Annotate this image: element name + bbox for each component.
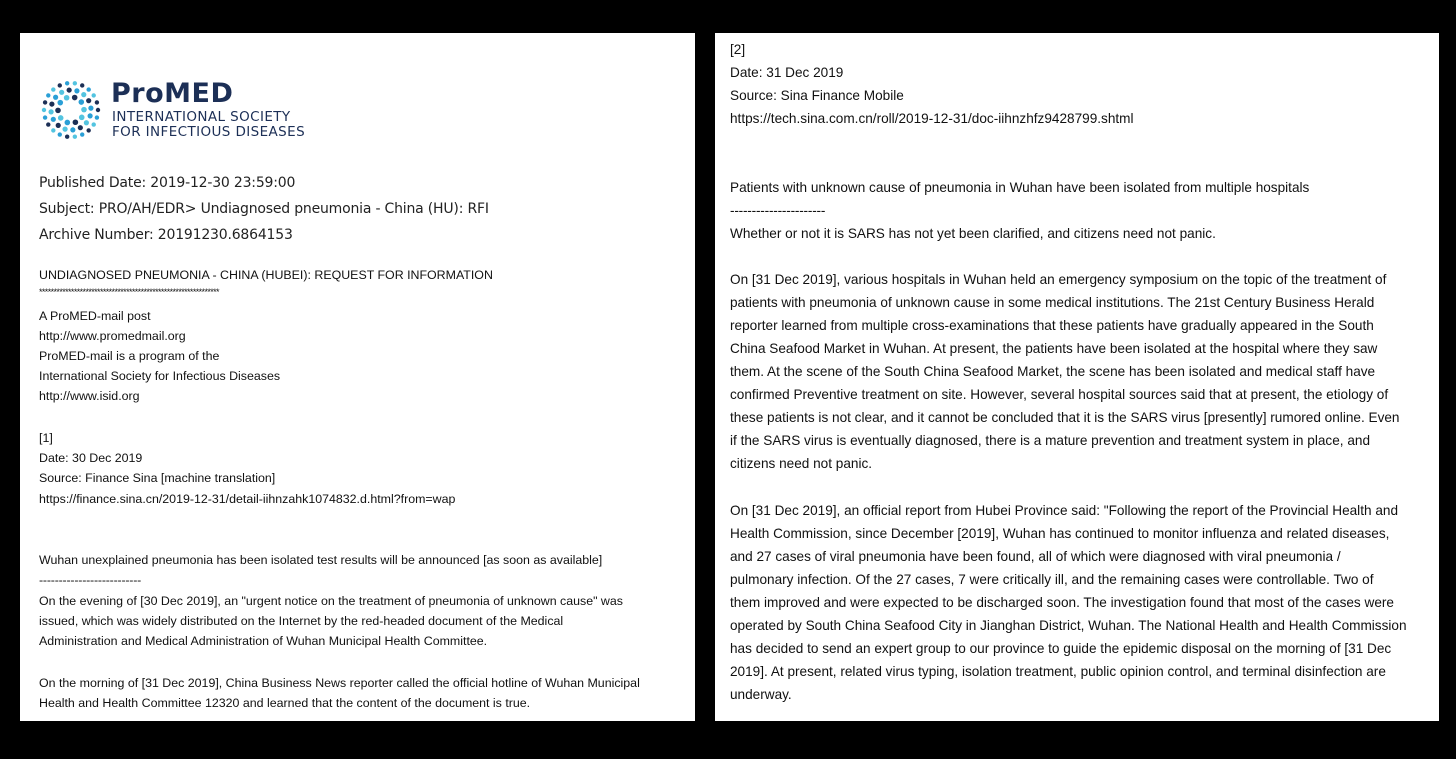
logo-dot bbox=[88, 113, 93, 118]
logo-dot bbox=[79, 99, 85, 105]
logo-dot bbox=[62, 127, 67, 132]
paragraph-line: if the SARS virus is eventually diagnosed, there is a mature prevention and treatment system in place, and bbox=[730, 433, 1371, 448]
logo-dot bbox=[81, 92, 86, 97]
logo-dot bbox=[73, 135, 77, 139]
archive-number: Archive Number: 20191230.6864153 bbox=[39, 227, 293, 243]
article-title: Wuhan unexplained pneumonia has been isolated test results will be announced [as soon as available] bbox=[39, 553, 603, 567]
logo-subtitle-line1: INTERNATIONAL SOCIETY bbox=[112, 109, 291, 125]
logo-dot bbox=[95, 115, 99, 119]
item-number: [1] bbox=[39, 431, 53, 445]
logo-name: ProMED bbox=[111, 78, 234, 109]
item-date: Date: 30 Dec 2019 bbox=[39, 451, 143, 465]
paragraph-line: Administration and Medical Administration of Wuhan Municipal Health Committee. bbox=[39, 634, 488, 648]
logo-dot bbox=[84, 120, 89, 125]
promed-logo bbox=[40, 79, 330, 141]
logo-dot bbox=[67, 87, 72, 92]
logo-dot bbox=[58, 115, 64, 121]
paragraph-line: patients with pneumonia of unknown cause in some medical institutions. The 21st Century Business Herald bbox=[730, 295, 1375, 310]
logo-dot bbox=[88, 106, 93, 111]
logo-dot bbox=[72, 95, 78, 101]
logo-dot bbox=[96, 108, 100, 112]
paragraph-line: On [31 Dec 2019], an official report from Hubei Province said: "Following the report of the Provincial Health and bbox=[730, 503, 1398, 518]
paragraph-line: these patients is not clear, and it cannot be concluded that it is the SARS virus [presently] rumored online. Even bbox=[730, 410, 1400, 425]
paragraph-line: them. At the scene of the South China Seafood Market, the scene has been isolated and medical staff have bbox=[730, 364, 1376, 379]
paragraph-line: confirmed Preventive treatment on site. However, several hospital sources said that at present, the etiology of bbox=[730, 387, 1389, 402]
logo-dot bbox=[42, 108, 46, 112]
paragraph-line: On the evening of [30 Dec 2019], an "urgent notice on the treatment of pneumonia of unknown cause" was bbox=[39, 594, 623, 608]
logo-dot bbox=[57, 100, 63, 106]
source-url-link[interactable]: https://tech.sina.com.cn/roll/2019-12-31/doc-iihnzhfz9428799.shtml bbox=[730, 111, 1134, 126]
logo-dot bbox=[73, 81, 77, 85]
dash-divider: -------------------------- bbox=[39, 573, 142, 587]
paragraph-line: On [31 Dec 2019], various hospitals in Wuhan held an emergency symposium on the topic of the treatment of bbox=[730, 272, 1387, 287]
logo-dot bbox=[49, 101, 54, 106]
star-divider: ************************************************************** bbox=[39, 287, 219, 297]
logo-dot bbox=[70, 127, 75, 132]
paragraph-line: 2019]. At present, related virus typing, isolation treatment, public opinion control, and terminal disinfection are bbox=[730, 664, 1386, 679]
logo-dot bbox=[43, 115, 47, 119]
logo-dot bbox=[78, 125, 83, 130]
logo-dot bbox=[86, 87, 90, 91]
logo-subtitle-line2: FOR INFECTIOUS DISEASES bbox=[112, 124, 306, 140]
logo-dot bbox=[65, 120, 71, 126]
logo-dot bbox=[48, 109, 53, 114]
paragraph-line: On the morning of [31 Dec 2019], China Business News reporter called the official hotline of Wuhan Municipal bbox=[39, 676, 640, 690]
logo-dot bbox=[92, 93, 96, 97]
logo-dot bbox=[58, 132, 62, 136]
paragraph-line: pulmonary infection. Of the 27 cases, 7 were critically ill, and the remaining cases were controllable. Two of bbox=[730, 572, 1374, 587]
source-url-link[interactable]: https://finance.sina.cn/2019-12-31/detail-iihnzahk1074832.d.html?from=wap bbox=[39, 492, 456, 506]
logo-dot bbox=[95, 100, 99, 104]
logo-dot bbox=[64, 95, 70, 101]
logo-dot bbox=[51, 117, 56, 122]
logo-dot bbox=[46, 122, 50, 126]
post-line: ProMED-mail is a program of the bbox=[39, 349, 220, 363]
report-headline: UNDIAGNOSED PNEUMONIA - CHINA (HUBEI): REQUEST FOR INFORMATION bbox=[39, 268, 493, 282]
logo-dot bbox=[55, 108, 61, 114]
logo-dot bbox=[79, 115, 85, 121]
logo-dot bbox=[59, 90, 64, 95]
logo-dot bbox=[56, 123, 61, 128]
logo-dot bbox=[65, 81, 69, 85]
paragraph-line: reporter learned from multiple cross-examinations that these patients have gradually appeared in the South bbox=[730, 318, 1374, 333]
paragraph-line: China Seafood Market in Wuhan. At present, the patients have been isolated at the hospital where they saw bbox=[730, 341, 1378, 356]
logo-dot bbox=[65, 135, 69, 139]
article-summary: Whether or not it is SARS has not yet been clarified, and citizens need not panic. bbox=[730, 226, 1216, 241]
subject-line: Subject: PRO/AH/EDR> Undiagnosed pneumonia - China (HU): RFI bbox=[39, 201, 489, 217]
paragraph-line: issued, which was widely distributed on the Internet by the red-headed document of the Medical bbox=[39, 614, 564, 628]
document-page-right bbox=[715, 33, 1439, 721]
logo-dot bbox=[74, 88, 79, 93]
logo-dot bbox=[92, 122, 96, 126]
document-page-left bbox=[20, 33, 695, 721]
paragraph-line: citizens need not panic. bbox=[730, 456, 873, 471]
logo-dot bbox=[53, 95, 58, 100]
logo-dot bbox=[81, 107, 87, 113]
paragraph-line: and 27 cases of viral pneumonia have been found, all of which were diagnosed with viral pneumonia / bbox=[730, 549, 1341, 564]
logo-dot bbox=[86, 128, 90, 132]
item-date: Date: 31 Dec 2019 bbox=[730, 65, 844, 80]
paragraph-line: has decided to send an expert group to our province to guide the epidemic disposal on the morning of [31 Dec bbox=[730, 641, 1392, 656]
item-source: Source: Finance Sina [machine translation] bbox=[39, 471, 276, 485]
paragraph-line: operated by South China Seafood City in Jianghan District, Wuhan. The National Health and Health Commission bbox=[730, 618, 1407, 633]
logo-dot bbox=[43, 100, 47, 104]
paragraph-line: them improved and were expected to be discharged soon. The investigation found that most of the cases were bbox=[730, 595, 1394, 610]
promedmail-link[interactable]: http://www.promedmail.org bbox=[39, 329, 186, 343]
logo-dot bbox=[51, 128, 55, 132]
logo-dot bbox=[86, 98, 91, 103]
logo-dot bbox=[73, 119, 79, 125]
promed-dots-icon bbox=[40, 79, 102, 141]
paragraph-line: underway. bbox=[730, 687, 792, 702]
paragraph-line: Health and Health Committee 12320 and learned that the content of the document is true. bbox=[39, 696, 531, 710]
item-source: Source: Sina Finance Mobile bbox=[730, 88, 904, 103]
logo-dot bbox=[51, 87, 55, 91]
paragraph-line: Health Commission, since December [2019], Wuhan has continued to monitor influenza and related diseases, bbox=[730, 526, 1390, 541]
logo-dot bbox=[46, 93, 50, 97]
post-line: A ProMED-mail post bbox=[39, 309, 151, 323]
dash-divider: ---------------------- bbox=[730, 203, 826, 218]
logo-dot bbox=[58, 83, 62, 87]
article-title: Patients with unknown cause of pneumonia in Wuhan have been isolated from multiple hospitals bbox=[730, 180, 1310, 195]
item-number: [2] bbox=[730, 42, 746, 57]
isid-link[interactable]: http://www.isid.org bbox=[39, 389, 140, 403]
published-date: Published Date: 2019-12-30 23:59:00 bbox=[39, 175, 296, 191]
logo-dot bbox=[80, 132, 84, 136]
logo-dot bbox=[80, 83, 84, 87]
post-line: International Society for Infectious Diseases bbox=[39, 369, 281, 383]
